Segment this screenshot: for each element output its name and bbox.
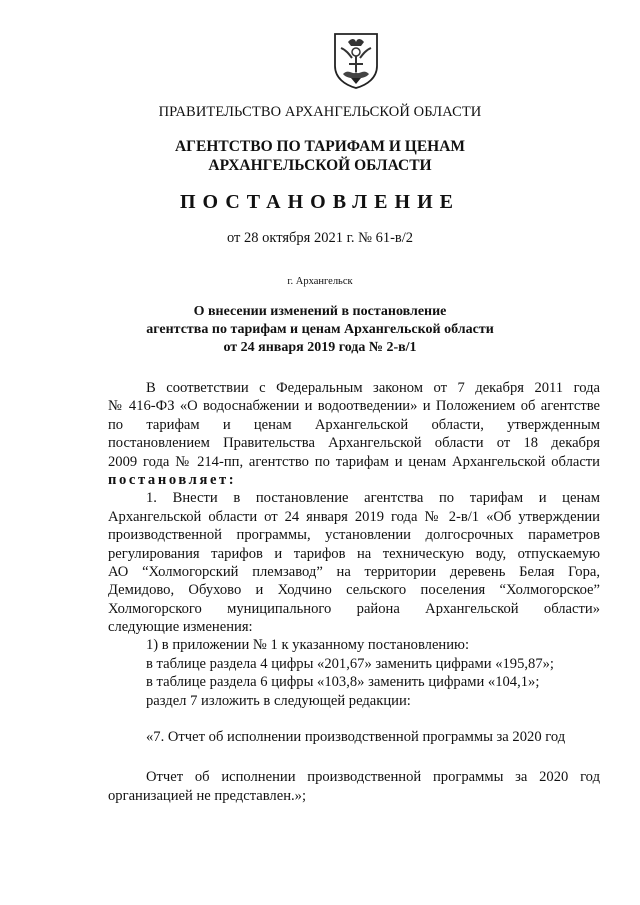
coat-of-arms-icon (331, 30, 381, 90)
text-line: Демидово, Обухово и Ходчино сельского поселения “Холмогорское” (108, 582, 600, 599)
paragraph-preamble (108, 379, 600, 489)
document-type: ПОСТАНОВЛЕНИЕ (180, 191, 460, 213)
section7-title: «7. Отчет об исполнении производственной программы за 2020 год (146, 729, 566, 746)
text-line: Отчет об исполнении производственной программы за 2020 год (146, 769, 600, 786)
list-item: раздел 7 изложить в следующей редакции: (146, 692, 411, 709)
resolves-word: постановляет: (108, 471, 237, 488)
document-date-number: от 28 октября 2021 г. № 61-в/2 (226, 230, 414, 246)
spacer (108, 710, 600, 728)
text-line: постановлением Правительства Архангельской области от 18 декабря (108, 435, 600, 452)
amendment-list (108, 636, 600, 710)
text-line: Холмогорского муниципального района Архангельской области» (108, 600, 600, 617)
list-item: в таблице раздела 6 цифры «103,8» заменить цифрами «104,1»; (146, 674, 540, 691)
paragraph-item-1 (108, 489, 600, 636)
government-name: ПРАВИТЕЛЬСТВО АРХАНГЕЛЬСКОЙ ОБЛАСТИ (158, 104, 482, 120)
subject-line3: от 24 января 2019 года № 2-в/1 (223, 340, 417, 355)
text-line: регулирования тарифов и тарифов на техническую воду, отпускаемую (108, 545, 600, 562)
text-line: следующие изменения: (108, 619, 253, 636)
document-body (108, 379, 600, 805)
text-line: по тарифам и ценам Архангельской области, утвержденным (108, 416, 600, 433)
list-item: в таблице раздела 4 цифры «201,67» заменить цифрами «195,87»; (146, 655, 554, 672)
list-item: 1) в приложении № 1 к указанному постановлению: (146, 637, 470, 654)
agency-name-line1: АГЕНТСТВО ПО ТАРИФАМ И ЦЕНАМ (174, 138, 466, 155)
text-line: 1. Внести в постановление агентства по тарифам и ценам (146, 490, 600, 507)
text-line: организацией не представлен.»; (108, 787, 307, 804)
subject-line1: О внесении изменений в постановление (193, 304, 447, 319)
agency-name (0, 137, 640, 175)
text-line: производственной программы, установлении долгосрочных параметров (108, 527, 600, 544)
agency-name-line2: АРХАНГЕЛЬСКОЙ ОБЛАСТИ (208, 157, 432, 174)
document-subject (0, 303, 640, 357)
text-line: 2009 года № 214-пп, агентство по тарифам и ценам Архангельской области (108, 453, 600, 470)
text-line: В соответствии с Федеральным законом от 7 декабря 2011 года (146, 380, 600, 396)
document-city: г. Архангельск (287, 276, 353, 287)
text-line: АО “Холмогорский племзавод” на территории деревень Белая Гора, (108, 563, 600, 580)
text-line: Архангельской области от 24 января 2019 года № 2-в/1 «Об утверждении (108, 508, 600, 525)
subject-line2: агентства по тарифам и ценам Архангельской области (146, 322, 494, 337)
section7-text (108, 768, 600, 805)
spacer (108, 746, 600, 768)
text-line: № 416-ФЗ «О водоснабжении и водоотведении» и Положением об агентстве (108, 398, 600, 415)
